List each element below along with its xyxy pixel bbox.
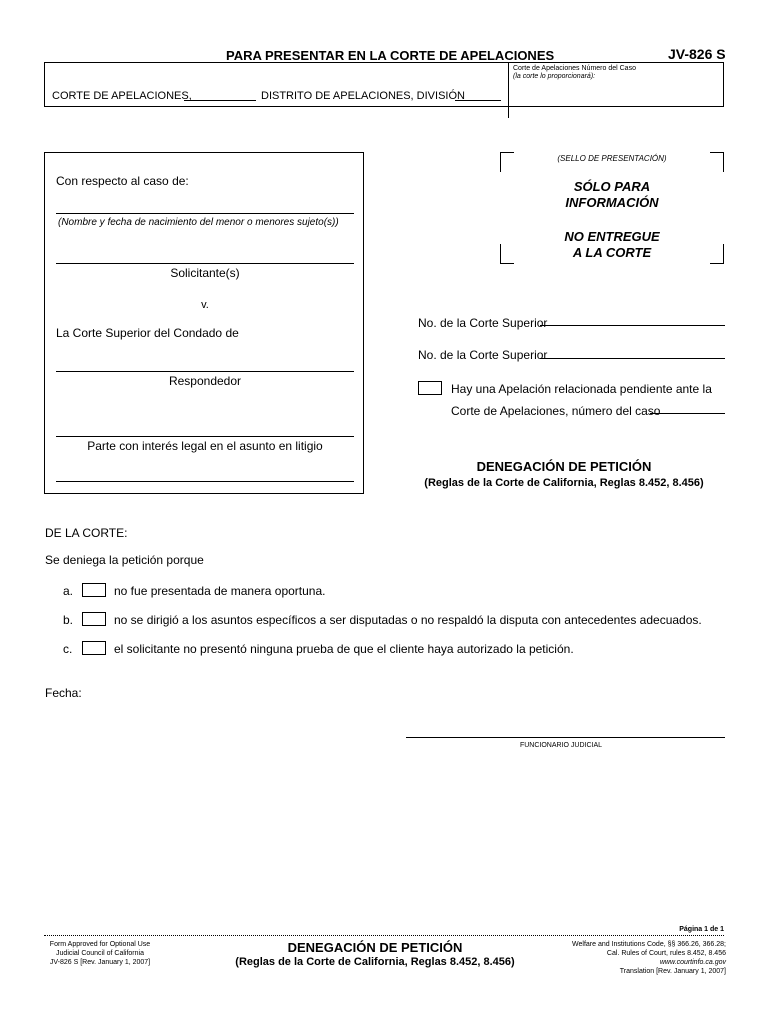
- court-box-divider: [508, 62, 509, 118]
- related-case-number-line[interactable]: [650, 413, 725, 414]
- form-code: JV-826 S: [668, 46, 726, 62]
- page-number: Página 1 de 1: [679, 926, 724, 933]
- stamp-info-only: SÓLO PARA INFORMACIÓN: [565, 179, 659, 210]
- reason-c-checkbox[interactable]: [82, 641, 106, 655]
- stamp-do-not-file: NO ENTREGUE A LA CORTE: [564, 229, 660, 260]
- footer-right: Welfare and Institutions Code, §§ 366.26, 366.28; Cal. Rules of Court, rules 8.452, 8.456 www.courtinfo.ca.gov Translation [Rev. January 1, 2007]: [572, 941, 726, 975]
- superior-no1-line[interactable]: [540, 325, 725, 326]
- petitioner-label: Solicitante(s): [170, 266, 240, 280]
- regarding-label: Con respecto al caso de:: [56, 174, 189, 188]
- respondent-line[interactable]: [56, 371, 354, 372]
- date-label: Fecha:: [45, 686, 82, 700]
- related-appeal-checkbox[interactable]: [418, 381, 442, 395]
- superior-no1-label: No. de la Corte Superior: [418, 316, 548, 330]
- form-header-title: PARA PRESENTAR EN LA CORTE DE APELACIONES: [226, 48, 555, 63]
- party-label: Parte con interés legal en el asunto en litigio: [87, 439, 323, 453]
- superior-no2-label: No. de la Corte Superior: [418, 348, 548, 362]
- case-number-label: Corte de Apelaciones Número del Caso: [513, 65, 636, 72]
- from-court-label: DE LA CORTE:: [45, 526, 128, 540]
- respondent-label: Respondedor: [168, 374, 242, 388]
- reason-b-text: no se dirigió a los asuntos específicos a ser disputadas o no respaldó la disputa con antecedentes adecuados.: [114, 613, 702, 627]
- division-input-line[interactable]: [455, 100, 501, 101]
- party-line[interactable]: [56, 436, 354, 437]
- court-label: CORTE DE APELACIONES,: [52, 90, 192, 102]
- minor-label: (Nombre y fecha de nacimiento del menor o menores sujeto(s)): [58, 217, 339, 228]
- district-label: DISTRITO DE APELACIONES, DIVISIÓN: [261, 90, 465, 102]
- minor-name-line[interactable]: [56, 213, 354, 214]
- reason-a-text: no fue presentada de manera oportuna.: [114, 584, 326, 598]
- reason-c-letter: c.: [63, 642, 73, 656]
- footer-rule: [44, 935, 724, 936]
- party-extra-line[interactable]: [56, 481, 354, 482]
- officer-signature-line[interactable]: [406, 737, 725, 738]
- officer-label: FUNCIONARIO JUDICIAL: [519, 742, 603, 749]
- superior-no2-line[interactable]: [540, 358, 725, 359]
- reason-a-checkbox[interactable]: [82, 583, 106, 597]
- county-label: La Corte Superior del Condado de: [56, 326, 239, 340]
- form-subtitle: (Reglas de la Corte de California, Reglas 8.452, 8.456): [424, 477, 704, 489]
- denied-label: Se deniega la petición porque: [45, 553, 204, 567]
- reason-c-text: el solicitante no presentó ninguna prueba de que el cliente haya autorizado la petición.: [114, 642, 574, 656]
- reason-a-letter: a.: [63, 584, 74, 598]
- petitioner-line[interactable]: [56, 263, 354, 264]
- footer-left: Form Approved for Optional Use Judicial Council of California JV-826 S [Rev. January 1, 2007]: [49, 941, 151, 966]
- case-number-note: (la corte lo proporcionará):: [513, 73, 596, 80]
- footer-subtitle: (Reglas de la Corte de California, Reglas 8.452, 8.456): [235, 956, 515, 968]
- reason-b-checkbox[interactable]: [82, 612, 106, 626]
- stamp-label: (SELLO DE PRESENTACIÓN): [557, 154, 667, 163]
- related-appeal-line1: Hay una Apelación relacionada pendiente ante la: [451, 382, 712, 396]
- form-title: DENEGACIÓN DE PETICIÓN: [476, 459, 652, 474]
- versus: v.: [201, 299, 209, 311]
- footer-title: DENEGACIÓN DE PETICIÓN: [287, 940, 463, 955]
- reason-b-letter: b.: [63, 613, 74, 627]
- district-input-line[interactable]: [184, 100, 256, 101]
- related-appeal-line2: Corte de Apelaciones, número del caso: [451, 404, 661, 418]
